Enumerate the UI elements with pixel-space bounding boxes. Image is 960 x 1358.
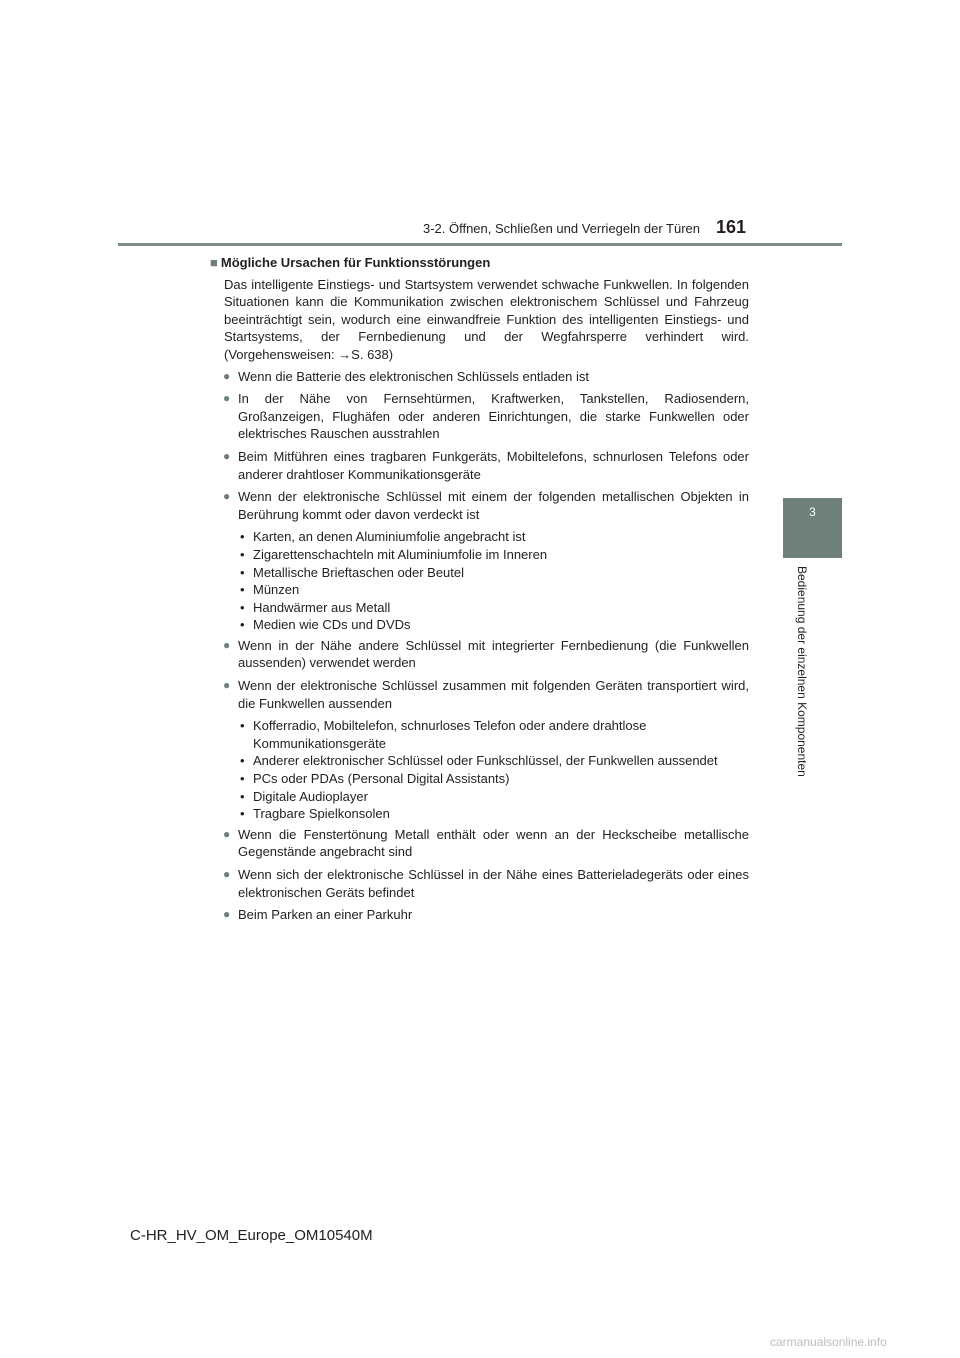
chapter-tab[interactable] <box>783 498 842 558</box>
list-item-text: Wenn die Batterie des elektronischen Schlüssels entladen ist <box>238 368 589 384</box>
square-bullet-icon: ■ <box>210 255 218 270</box>
list-item <box>210 866 749 901</box>
sublist-item <box>240 581 749 599</box>
list-item-text: Wenn der elektronische Schlüssel mit einem der folgenden metallischen Objekten in Berührung kommt oder davon verdeckt ist <box>238 489 749 522</box>
small-dot-icon: • <box>240 753 245 769</box>
circle-bullet-icon: ● <box>223 867 231 881</box>
sublist-item <box>240 546 749 564</box>
list-item <box>210 488 749 523</box>
sublist-item <box>240 717 749 752</box>
sublist-item-text: Zigarettenschachteln mit Aluminiumfolie im Inneren <box>253 546 548 562</box>
section-heading <box>210 254 749 272</box>
small-dot-icon: • <box>240 546 245 562</box>
sublist-item-text: Medien wie CDs und DVDs <box>253 617 411 633</box>
small-dot-icon: • <box>240 806 245 822</box>
small-dot-icon: • <box>240 788 245 804</box>
chapter-title: 3-2. Öffnen, Schließen und Verriegeln der Türen <box>422 221 700 236</box>
sublist-item <box>240 564 749 582</box>
sublist-item-text: Tragbare Spielkonsolen <box>253 806 390 822</box>
list-item <box>210 826 749 861</box>
list-item-text: In der Nähe von Fernsehtürmen, Kraftwerken, Tankstellen, Radiosendern, Großanzeigen, Flughäfen oder anderen Einrichtungen, die starke Funkwellen oder elektrisches Rauschen ausstrahlen <box>238 391 749 442</box>
chapter-tab-number: 3 <box>809 505 816 519</box>
list-item-text: Wenn in der Nähe andere Schlüssel mit integrierter Fernbedienung (die Funkwellen aussenden) verwendet werden <box>238 637 749 671</box>
list-item-text: Wenn sich der elektronische Schlüssel in der Nähe eines Batterieladegeräts oder eines elektronischen Geräts befindet <box>238 867 749 900</box>
metal-objects-list <box>210 528 749 634</box>
list-item <box>210 448 749 483</box>
sublist-item-text: Karten, an denen Aluminiumfolie angebracht ist <box>253 529 526 545</box>
circle-bullet-icon: ● <box>223 368 231 383</box>
sublist-item-text: Handwärmer aus Metall <box>253 599 391 615</box>
sublist-item <box>240 528 749 546</box>
sublist-item <box>240 616 749 634</box>
small-dot-icon: • <box>240 529 245 545</box>
sublist-item <box>240 752 749 770</box>
page-number: 161 <box>716 217 747 237</box>
circle-bullet-icon: ● <box>223 637 231 652</box>
sublist-item-text: Digitale Audioplayer <box>253 788 368 804</box>
small-dot-icon: • <box>240 771 245 787</box>
section-heading-text: Mögliche Ursachen für Funktionsstörungen <box>220 255 491 270</box>
header-divider <box>118 243 842 246</box>
small-dot-icon: • <box>240 718 245 734</box>
sublist-item-text: PCs oder PDAs (Personal Digital Assistants) <box>253 771 510 787</box>
list-item <box>210 677 749 712</box>
sublist-item-text: Münzen <box>253 582 300 598</box>
list-item-text: Beim Parken an einer Parkuhr <box>238 907 413 923</box>
radio-devices-list <box>210 717 749 823</box>
circle-bullet-icon: ● <box>223 826 231 841</box>
intro-paragraph: Das intelligente Einstiegs- und Startsystem verwendet schwache Funkwellen. In folgenden Situationen kann die Kommunikation zwischen elektronischem Schlüssel und Fahrzeug beeinträchtigt sein, wodurch eine einwandfreie Funktion des intelligenten Einstiegs- und Startsystems, der Fernbedienung und der Wegfahrsperre verhindert wird. (Vorgehensweisen: →S. 638) <box>224 276 749 362</box>
small-dot-icon: • <box>240 617 245 633</box>
main-content <box>210 254 749 929</box>
sublist-item-text: Anderer elektronischer Schlüssel oder Funkschlüssel, der Funkwellen aussendet <box>253 753 718 769</box>
chapter-tab-label: Bedienung der einzelnen Komponenten <box>795 566 809 777</box>
circle-bullet-icon: ● <box>223 391 231 406</box>
document-id: C-HR_HV_OM_Europe_OM10540M <box>130 1227 373 1244</box>
circle-bullet-icon: ● <box>223 678 231 693</box>
small-dot-icon: • <box>240 582 245 598</box>
sublist-item <box>240 770 749 788</box>
list-item <box>210 390 749 443</box>
sublist-item <box>240 599 749 617</box>
list-item-text: Wenn der elektronische Schlüssel zusammen mit folgenden Geräten transportiert wird, die Funkwellen aussenden <box>238 678 749 711</box>
sublist-item <box>240 805 749 823</box>
list-item <box>210 637 749 672</box>
watermark-link[interactable]: carmanualsonline.info <box>770 1335 887 1349</box>
sublist-item-text: Metallische Brieftaschen oder Beutel <box>253 564 465 580</box>
sublist-item <box>240 788 749 806</box>
sublist-item-text: Kofferradio, Mobiltelefon, schnurloses Telefon oder andere drahtlose Kommunikationsgeräte <box>253 718 647 751</box>
small-dot-icon: • <box>240 564 245 580</box>
circle-bullet-icon: ● <box>223 448 231 463</box>
circle-bullet-icon: ● <box>223 907 231 922</box>
circle-bullet-icon: ● <box>223 489 231 504</box>
list-item <box>210 368 749 386</box>
list-item-text: Wenn die Fenstertönung Metall enthält oder wenn an der Heckscheibe metallische Gegenstände angebracht sind <box>238 826 749 860</box>
list-item-text: Beim Mitführen eines tragbaren Funkgeräts, Mobiltelefons, schnurlosen Telefons oder anderer drahtloser Kommunikationsgeräte <box>238 448 749 482</box>
small-dot-icon: • <box>240 599 245 615</box>
list-item <box>210 906 749 924</box>
